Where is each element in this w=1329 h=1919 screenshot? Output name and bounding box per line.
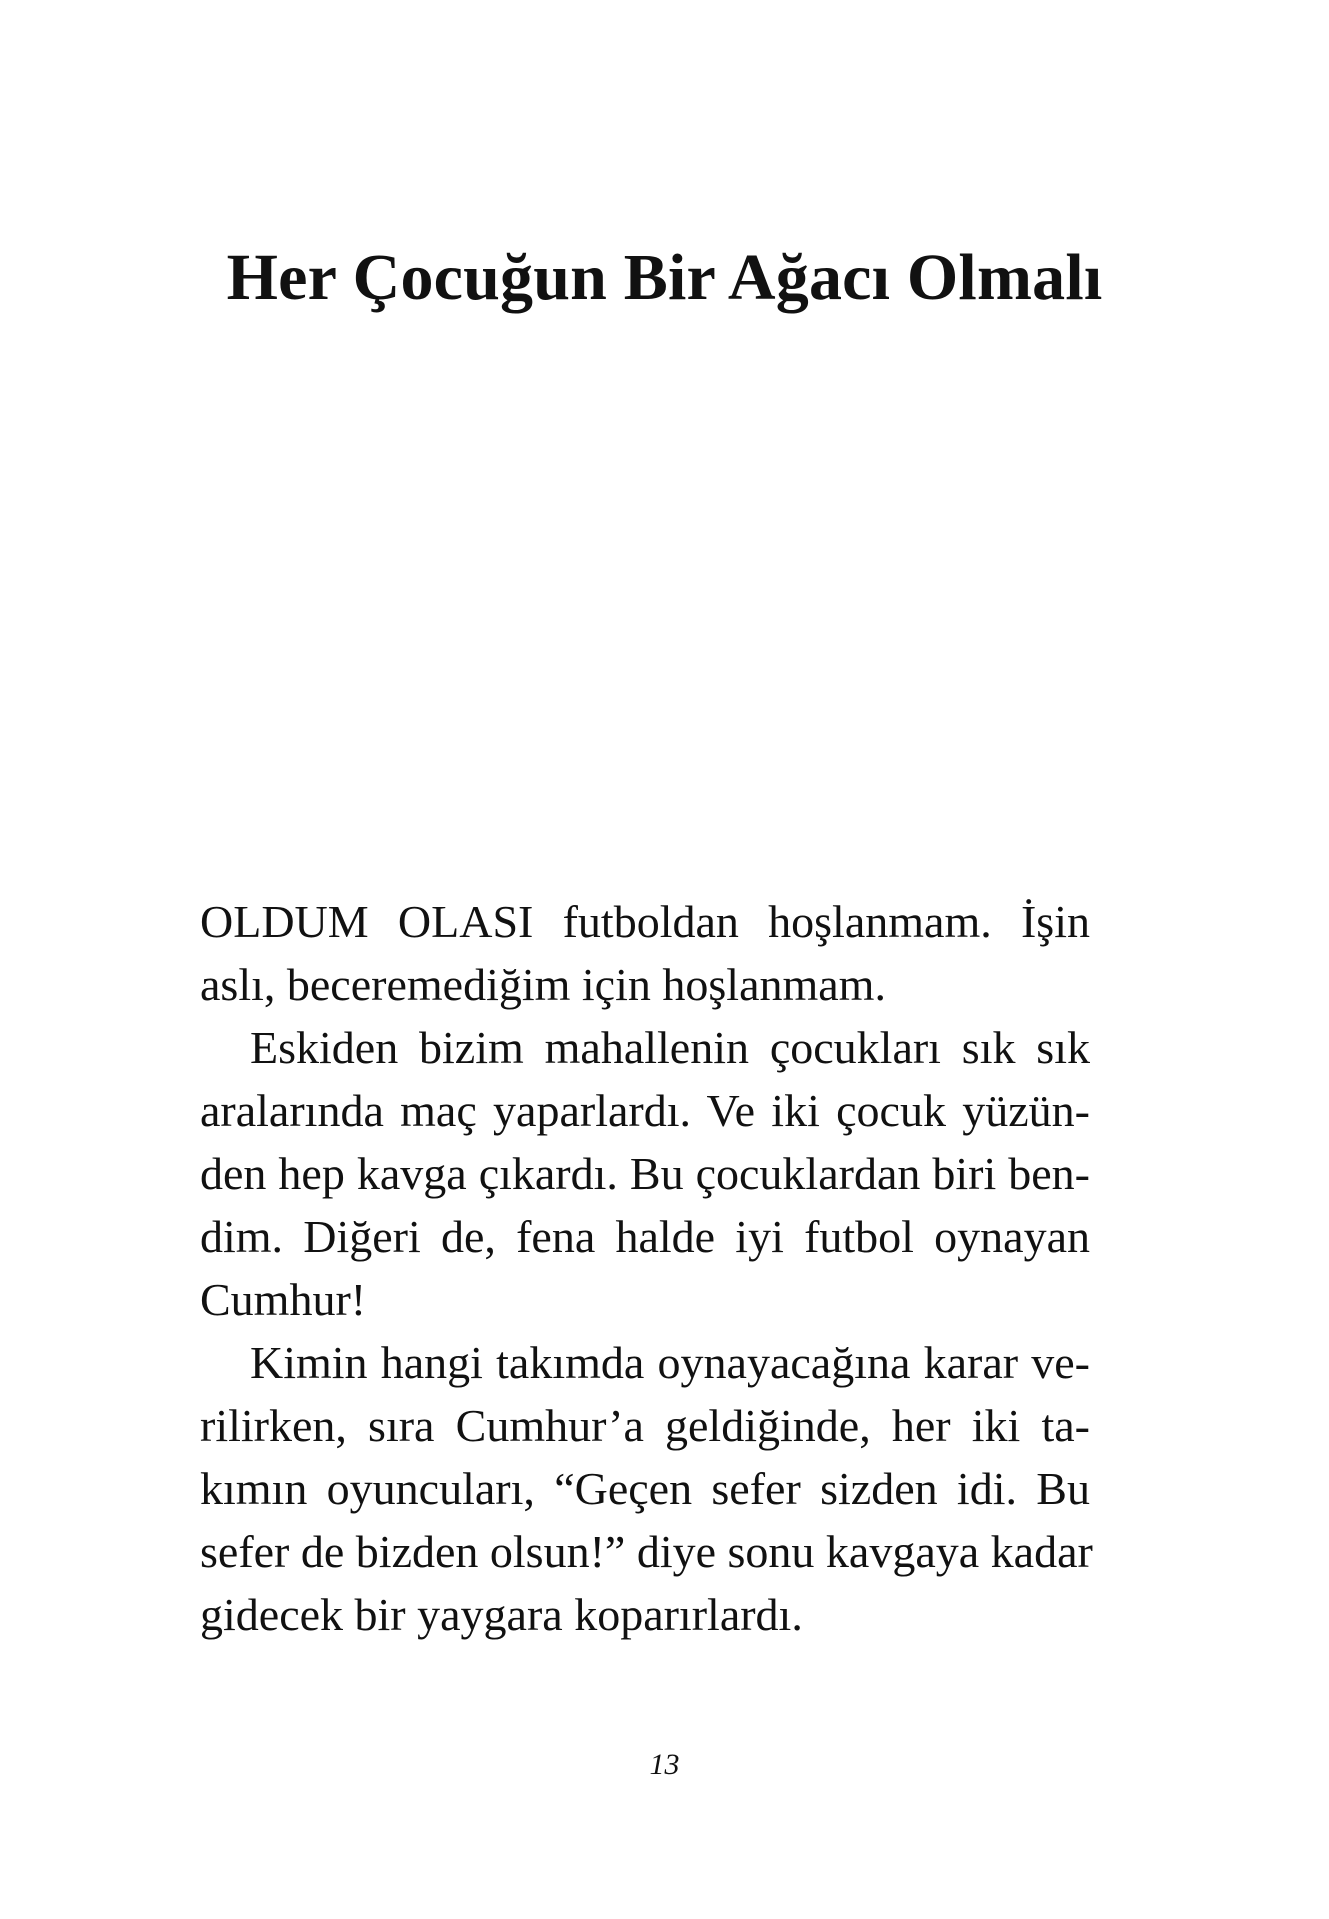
chapter-title: Her Çocuğun Bir Ağacı Olmalı xyxy=(226,241,1103,314)
text-line: rilirken, sıra Cumhur’a geldiğinde, her iki ta- xyxy=(200,1400,1090,1451)
body-text xyxy=(200,890,1093,1646)
text-line: Cumhur! xyxy=(200,1274,367,1325)
text-line: aslı, beceremediğim için hoşlanmam. xyxy=(200,959,886,1010)
text-line: dim. Diğeri de, fena halde iyi futbol oynayan xyxy=(200,1211,1090,1262)
text-line: Kimin hangi takımda oynayacağına karar ve- xyxy=(250,1337,1090,1388)
text-line: sefer de bizden olsun!” diye sonu kavgaya kadar xyxy=(200,1526,1093,1577)
text-line: den hep kavga çıkardı. Bu çocuklardan biri ben- xyxy=(200,1148,1090,1199)
text-line: Eskiden bizim mahallenin çocukları sık sık xyxy=(250,1022,1090,1073)
text-line: aralarında maç yaparlardı. Ve iki çocuk yüzün- xyxy=(200,1085,1090,1136)
text-line: kımın oyuncuları, “Geçen sefer sizden idi. Bu xyxy=(200,1463,1090,1514)
text-line: gidecek bir yaygara koparırlardı. xyxy=(200,1589,803,1640)
page-number: 13 xyxy=(649,1748,680,1781)
text-line: OLDUM OLASI futboldan hoşlanmam. İşin xyxy=(200,896,1090,947)
